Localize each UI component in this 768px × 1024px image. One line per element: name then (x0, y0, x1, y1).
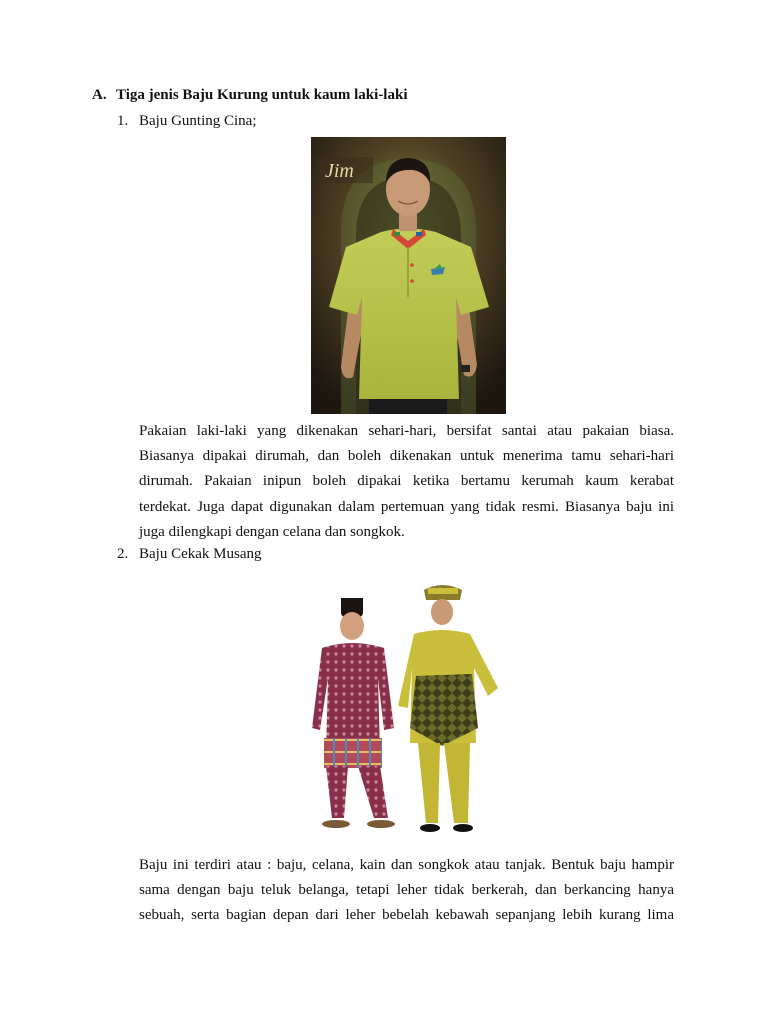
photo-baju-cekak-musang (292, 578, 537, 836)
paragraph-line: Baju ini terdiri atau : baju, celana, kain dan songkok atau tanjak. Bentuk baju hampir (139, 857, 674, 873)
list-item-title: Baju Gunting Cina; (139, 113, 257, 129)
photo-logo: Jim (325, 160, 354, 182)
list-item-2-heading (117, 546, 261, 563)
photo-illustration (311, 137, 506, 414)
paragraph-line: Biasanya dipakai dirumah, dan boleh dikenakan untuk menerima tamu sehari-hari (139, 448, 674, 465)
paragraph-line: dirumah. Pakaian inipun boleh dipakai ketika bertamu kerumah kaum kerabat (139, 473, 674, 490)
section-marker: A. (92, 87, 107, 103)
paragraph-1 (139, 419, 674, 545)
list-item-number: 1. (117, 113, 129, 129)
list-item-1-heading (117, 113, 257, 130)
list-item-number: 2. (117, 546, 129, 562)
paragraph-line: sama dengan baju teluk belanga, tetapi leher tidak berkerah, dan berkancing hanya (139, 882, 674, 899)
list-item-title: Baju Cekak Musang (139, 546, 262, 562)
photo-baju-gunting-cina (311, 137, 506, 414)
paragraph-line: sebuah, serta bagian depan dari leher bebelah kebawah sepanjang lebih kurang lima (139, 907, 674, 924)
paragraph-line: Pakaian laki-laki yang dikenakan sehari-hari, bersifat santai atau pakaian biasa. (139, 423, 674, 439)
section-title: Tiga jenis Baju Kurung untuk kaum laki-laki (116, 87, 408, 103)
section-heading (92, 87, 408, 104)
photo-illustration (292, 578, 537, 836)
paragraph-line: juga dilengkapi dengan celana dan songkok. (139, 523, 405, 540)
paragraph-line: terdekat. Juga dapat digunakan dalam pertemuan yang tidak resmi. Biasanya baju ini (139, 498, 674, 515)
paragraph-2 (139, 853, 674, 929)
